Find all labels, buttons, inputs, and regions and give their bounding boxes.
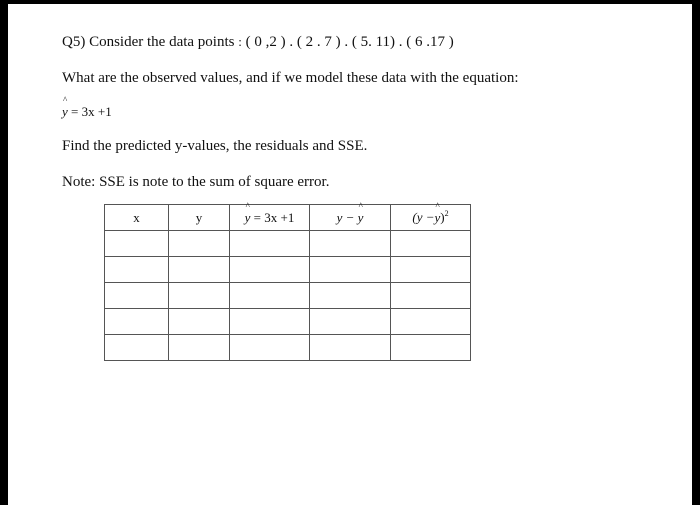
table-cell[interactable] bbox=[391, 283, 471, 309]
table-cell[interactable] bbox=[310, 309, 391, 335]
table-row bbox=[105, 309, 471, 335]
question-line bbox=[62, 34, 454, 51]
table-cell[interactable] bbox=[169, 335, 230, 361]
table-cell[interactable] bbox=[230, 309, 310, 335]
table-cell[interactable] bbox=[230, 231, 310, 257]
table-row bbox=[105, 283, 471, 309]
table-cell[interactable] bbox=[310, 335, 391, 361]
table-cell[interactable] bbox=[310, 283, 391, 309]
table-cell[interactable] bbox=[105, 283, 169, 309]
table-cell[interactable] bbox=[169, 309, 230, 335]
question-label: Q5) Consider the data points bbox=[62, 34, 235, 50]
table-row bbox=[105, 335, 471, 361]
instructions-line: Find the predicted y-values, the residuals and SSE. bbox=[62, 138, 368, 154]
data-points: ( 0 ,2 ) . ( 2 . 7 ) . ( 5. 11) . ( 6 .17 ) bbox=[245, 34, 454, 50]
table-cell[interactable] bbox=[105, 231, 169, 257]
header-squared-residual: (y −^ y)$^2$ bbox=[391, 205, 471, 231]
document-page bbox=[8, 4, 692, 505]
y-hat-symbol: ^ y bbox=[62, 104, 68, 120]
model-equation bbox=[62, 104, 112, 120]
answer-table bbox=[104, 204, 471, 361]
table-cell[interactable] bbox=[391, 257, 471, 283]
table-cell[interactable] bbox=[230, 283, 310, 309]
header-y: y bbox=[169, 205, 230, 231]
table-cell[interactable] bbox=[169, 257, 230, 283]
table-cell[interactable] bbox=[230, 257, 310, 283]
table-cell[interactable] bbox=[310, 231, 391, 257]
table-cell[interactable] bbox=[169, 231, 230, 257]
table-cell[interactable] bbox=[105, 309, 169, 335]
table-row bbox=[105, 257, 471, 283]
equation-rhs: = 3x +1 bbox=[71, 104, 112, 119]
table-header-row bbox=[105, 205, 471, 231]
table-cell[interactable] bbox=[391, 335, 471, 361]
table-cell[interactable] bbox=[391, 231, 471, 257]
table-cell[interactable] bbox=[391, 309, 471, 335]
header-x: x bbox=[105, 205, 169, 231]
table-cell[interactable] bbox=[169, 283, 230, 309]
table-cell[interactable] bbox=[105, 257, 169, 283]
table-cell[interactable] bbox=[230, 335, 310, 361]
table-cell[interactable] bbox=[105, 335, 169, 361]
question-separator: : bbox=[238, 34, 242, 49]
table-cell[interactable] bbox=[310, 257, 391, 283]
observed-values-line: What are the observed values, and if we model these data with the equation: bbox=[62, 70, 519, 86]
header-predicted: ^ y = 3x +1 bbox=[230, 205, 310, 231]
note-line: Note: SSE is note to the sum of square error. bbox=[62, 174, 330, 190]
header-residual: y − ^ y bbox=[310, 205, 391, 231]
table-row bbox=[105, 231, 471, 257]
